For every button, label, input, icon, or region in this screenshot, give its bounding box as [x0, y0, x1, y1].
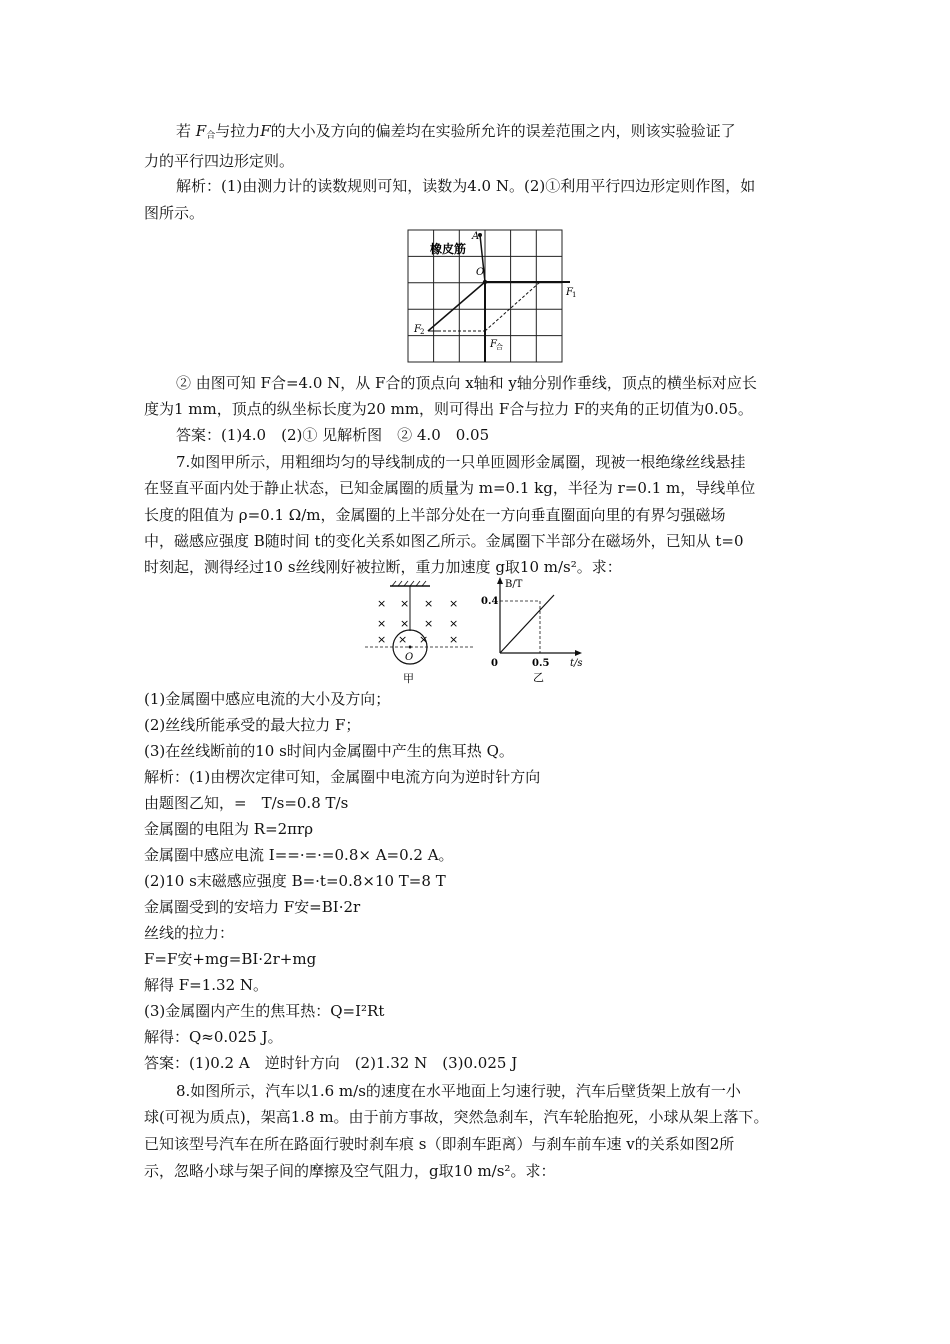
- force-grid-figure: [400, 225, 600, 365]
- text-line-12: 时刻起，测得经过10 s丝线刚好被拉断，重力加速度 g取10 m/s²。求：: [144, 558, 622, 576]
- text-line-29: 球(可视为质点)，架高1.8 m。由于前方事故，突然急刹车，汽车轮胎抱死，小球从架上落下。: [144, 1108, 769, 1126]
- label-F1-sub: 1: [572, 291, 577, 299]
- text-line-22: 丝线的拉力：: [144, 924, 235, 942]
- text-line-3: 解析：(1)由测力计的读数规则可知，读数为4.0 N。(2)①利用平行四边形定则作图，如: [176, 177, 756, 195]
- y-axis-arrow: [497, 577, 503, 584]
- svg-text:×: ×: [377, 633, 387, 646]
- text-line-15: (3)在丝线断前的10 s时间内金属圈中产生的焦耳热 Q。: [144, 742, 514, 760]
- y-tick-label: 0.4: [481, 596, 499, 607]
- svg-text:×: ×: [449, 597, 459, 610]
- text-line-1: 若 $F_合$与拉力F的大小及方向的偏差均在实验所允许的误差范围之内，则该实验验证了: [176, 122, 736, 141]
- svg-text:×: ×: [398, 633, 408, 646]
- svg-text:×: ×: [424, 597, 434, 610]
- caption-jia: 甲: [403, 672, 414, 685]
- svg-text:×: ×: [377, 617, 387, 630]
- text-line-10: 长度的阻值为 ρ=0.1 Ω/m，金属圈的上半部分处在一方向垂直圈面向里的有界匀强磁场: [144, 506, 726, 524]
- text-line-9: 在竖直平面内处于静止状态，已知金属圈的质量为 m=0.1 kg，半径为 r=0.1 m，导线单位: [144, 479, 756, 497]
- b-t-graph-figure: [478, 575, 603, 685]
- label-O-coil: O: [405, 652, 414, 663]
- text-line-17: 由题图乙知，= T/s=0.8 T/s: [144, 794, 349, 812]
- svg-text:×: ×: [449, 633, 459, 646]
- text-line-16: 解析：(1)由楞次定律可知，金属圈中电流方向为逆时针方向: [144, 768, 541, 786]
- text-line-25: (3)金属圈内产生的焦耳热：Q=I²Rt: [144, 1002, 385, 1020]
- text-line-26: 解得：Q≈0.025 J。: [144, 1028, 283, 1046]
- x-axis-arrow: [575, 650, 582, 656]
- text-line-30: 已知该型号汽车在所在路面行驶时刹车痕 s（即刹车距离）与刹车前车速 v的关系如图2所: [144, 1135, 735, 1153]
- dashed-line-3: [485, 282, 540, 331]
- b-t-line: [500, 595, 554, 653]
- label-F-resultant-sub: 合: [496, 343, 503, 351]
- text-line-24: 解得 F=1.32 N。: [144, 976, 269, 994]
- text-line-2: 力的平行四边形定则。: [144, 152, 295, 170]
- text-line-23: F=F安+mg=BI·2r+mg: [144, 950, 317, 968]
- svg-text:×: ×: [419, 633, 429, 646]
- text-line-13: (1)金属圈中感应电流的大小及方向；: [144, 690, 391, 708]
- svg-text:×: ×: [424, 617, 434, 630]
- text-line-6: 度为1 mm，顶点的纵坐标长度为20 mm，则可得出 F合与拉力 F的夹角的正切值为0.05。: [144, 400, 753, 418]
- text-line-4: 图所示。: [144, 204, 205, 222]
- text-line-19: 金属圈中感应电流 I==·=·=0.8× A=0.2 A。: [144, 846, 454, 864]
- caption-yi: 乙: [533, 671, 544, 684]
- text-line-5: ② 由图可知 F合=4.0 N，从 F合的顶点向 x轴和 y轴分别作垂线，顶点的横坐标对应长: [176, 374, 757, 392]
- text-line-14: (2)丝线所能承受的最大拉力 F；: [144, 716, 361, 734]
- y-axis-label: B/T: [505, 579, 523, 590]
- magnetic-field-crosses: [377, 597, 458, 646]
- text-line-7: 答案：(1)4.0 (2)① 见解析图 ② 4.0 0.05: [176, 426, 490, 444]
- label-F-resultant: F: [490, 339, 497, 350]
- x-axis-label: t/s: [570, 658, 583, 669]
- label-rubber-band: 橡皮筋: [430, 242, 467, 256]
- text-line-11: 中，磁感应强度 B随时间 t的变化关系如图乙所示。金属圈下半部分在磁场外，已知从 t=0: [144, 532, 744, 550]
- text-line-28: 8.如图所示，汽车以1.6 m/s的速度在水平地面上匀速行驶，汽车后壁货架上放有一小: [176, 1082, 741, 1100]
- coil-in-field-figure: [365, 580, 475, 685]
- f2-force-line: [428, 282, 485, 331]
- point-O: [483, 280, 487, 284]
- label-F2: F: [414, 324, 421, 335]
- x-tick-label: 0.5: [532, 658, 550, 669]
- text-line-8: 7.如图甲所示，用粗细均匀的导线制成的一只单匝圆形金属圈，现被一根绝缘丝线悬挂: [176, 453, 746, 471]
- coil-center: [409, 646, 412, 649]
- label-F2-sub: 2: [420, 328, 425, 336]
- origin-label: 0: [491, 658, 498, 669]
- text-line-27: 答案：(1)0.2 A 逆时针方向 (2)1.32 N (3)0.025 J: [144, 1054, 518, 1072]
- text-line-21: 金属圈受到的安培力 F安=BI·2r: [144, 898, 361, 916]
- svg-text:×: ×: [400, 597, 410, 610]
- svg-text:×: ×: [400, 617, 410, 630]
- label-A: A: [472, 231, 480, 242]
- svg-text:×: ×: [377, 597, 387, 610]
- svg-text:×: ×: [449, 617, 459, 630]
- text-line-20: (2)10 s末磁感应强度 B=·t=0.8×10 T=8 T: [144, 872, 446, 890]
- text-line-18: 金属圈的电阻为 R=2πrρ: [144, 820, 314, 838]
- label-O: O: [476, 267, 485, 278]
- label-F1: F: [566, 287, 573, 298]
- text-line-31: 示，忽略小球与架子间的摩擦及空气阻力，g取10 m/s²。求：: [144, 1162, 556, 1180]
